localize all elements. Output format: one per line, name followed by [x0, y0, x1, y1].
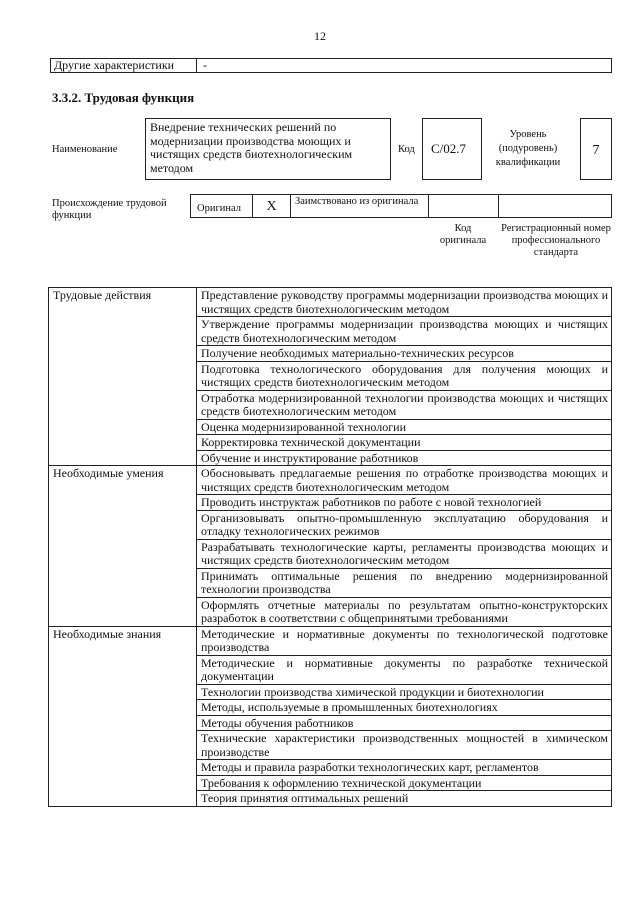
section-item: Корректировка технической документации — [197, 435, 612, 451]
other-characteristics-table — [50, 58, 612, 73]
section-item: Методы, используемые в промышленных биотехнологиях — [197, 700, 612, 716]
section-item: Методические и нормативные документы по технологической подготовке производства — [197, 626, 612, 655]
section-item: Обучение и инструктирование работников — [197, 450, 612, 466]
section-item: Технические характеристики производственных мощностей в химическом производстве — [197, 731, 612, 760]
section-item: Обосновывать предлагаемые решения по отработке производства моющих и чистящих средств биотехнологическим методом — [197, 466, 612, 495]
qualification-level-label: Уровень (подуровень) квалификации — [495, 129, 561, 168]
section-category: Необходимые знания — [49, 626, 197, 806]
table-row — [49, 288, 612, 317]
section-item: Отработка модернизированной технологии производства моющих и чистящих средств биотехнологическим методом — [197, 390, 612, 419]
section-title: 3.3.2. Трудовая функция — [52, 90, 195, 105]
page-number: 12 — [314, 29, 326, 43]
section-item: Методы обучения работников — [197, 715, 612, 731]
other-characteristics-value: - — [203, 58, 207, 72]
name-label: Наименование — [52, 144, 118, 155]
section-item: Технологии производства химической продукции и биотехнологии — [197, 684, 612, 700]
section-category: Необходимые умения — [49, 466, 197, 627]
section-item: Оценка модернизированной технологии — [197, 419, 612, 435]
function-name-value: Внедрение технических решений по модернизации производства моющих и чистящих средств биотехнологическим методом — [145, 118, 391, 180]
origin-table — [190, 194, 612, 218]
reg-number-cell — [499, 195, 611, 217]
code-label: Код — [398, 144, 415, 155]
code-original-label: Код оригинала — [439, 223, 487, 246]
original-mark: X — [253, 195, 291, 217]
section-item: Методы и правила разработки технологических карт, регламентов — [197, 760, 612, 776]
code-value: C/02.7 — [422, 118, 482, 180]
section-item: Утверждение программы модернизации производства моющих и чистящих средств биотехнологическим методом — [197, 317, 612, 346]
function-details-table — [48, 287, 612, 807]
table-row — [49, 466, 612, 495]
qualification-level-value: 7 — [580, 118, 612, 180]
section-item: Подготовка технологического оборудования для получения моющих и чистящих средств биотехнологическим методом — [197, 361, 612, 390]
section-item: Организовывать опытно-промышленную эксплуатацию оборудования и отладку технологических режимов — [197, 510, 612, 539]
borrowed-label: Заимствовано из оригинала — [291, 195, 429, 217]
section-item: Теория принятия оптимальных решений — [197, 791, 612, 807]
section-item: Методические и нормативные документы по разработке технической документации — [197, 655, 612, 684]
other-characteristics-label: Другие характеристики — [51, 59, 197, 72]
code-original-cell — [429, 195, 499, 217]
section-item: Получение необходимых материально-технических ресурсов — [197, 346, 612, 362]
section-item: Требования к оформлению технической документации — [197, 775, 612, 791]
section-category: Трудовые действия — [49, 288, 197, 466]
reg-number-label: Регистрационный номер профессионального стандарта — [501, 223, 611, 258]
section-item: Оформлять отчетные материалы по результатам опытно-конструкторских разработок в соответствии с общепринятыми требованиями — [197, 597, 612, 626]
section-item: Представление руководству программы модернизации производства моющих и чистящих средств биотехнологическим методом — [197, 288, 612, 317]
origin-label: Происхождение трудовой функции — [52, 198, 167, 221]
original-label: Оригинал — [191, 195, 253, 217]
section-item: Проводить инструктаж работников по работе с новой технологией — [197, 495, 612, 511]
section-item: Разрабатывать технологические карты, регламенты производства моющих и чистящих средств биотехнологическим методом — [197, 539, 612, 568]
section-item: Принимать оптимальные решения по внедрению модернизированной технологии производства — [197, 568, 612, 597]
table-row — [49, 626, 612, 655]
